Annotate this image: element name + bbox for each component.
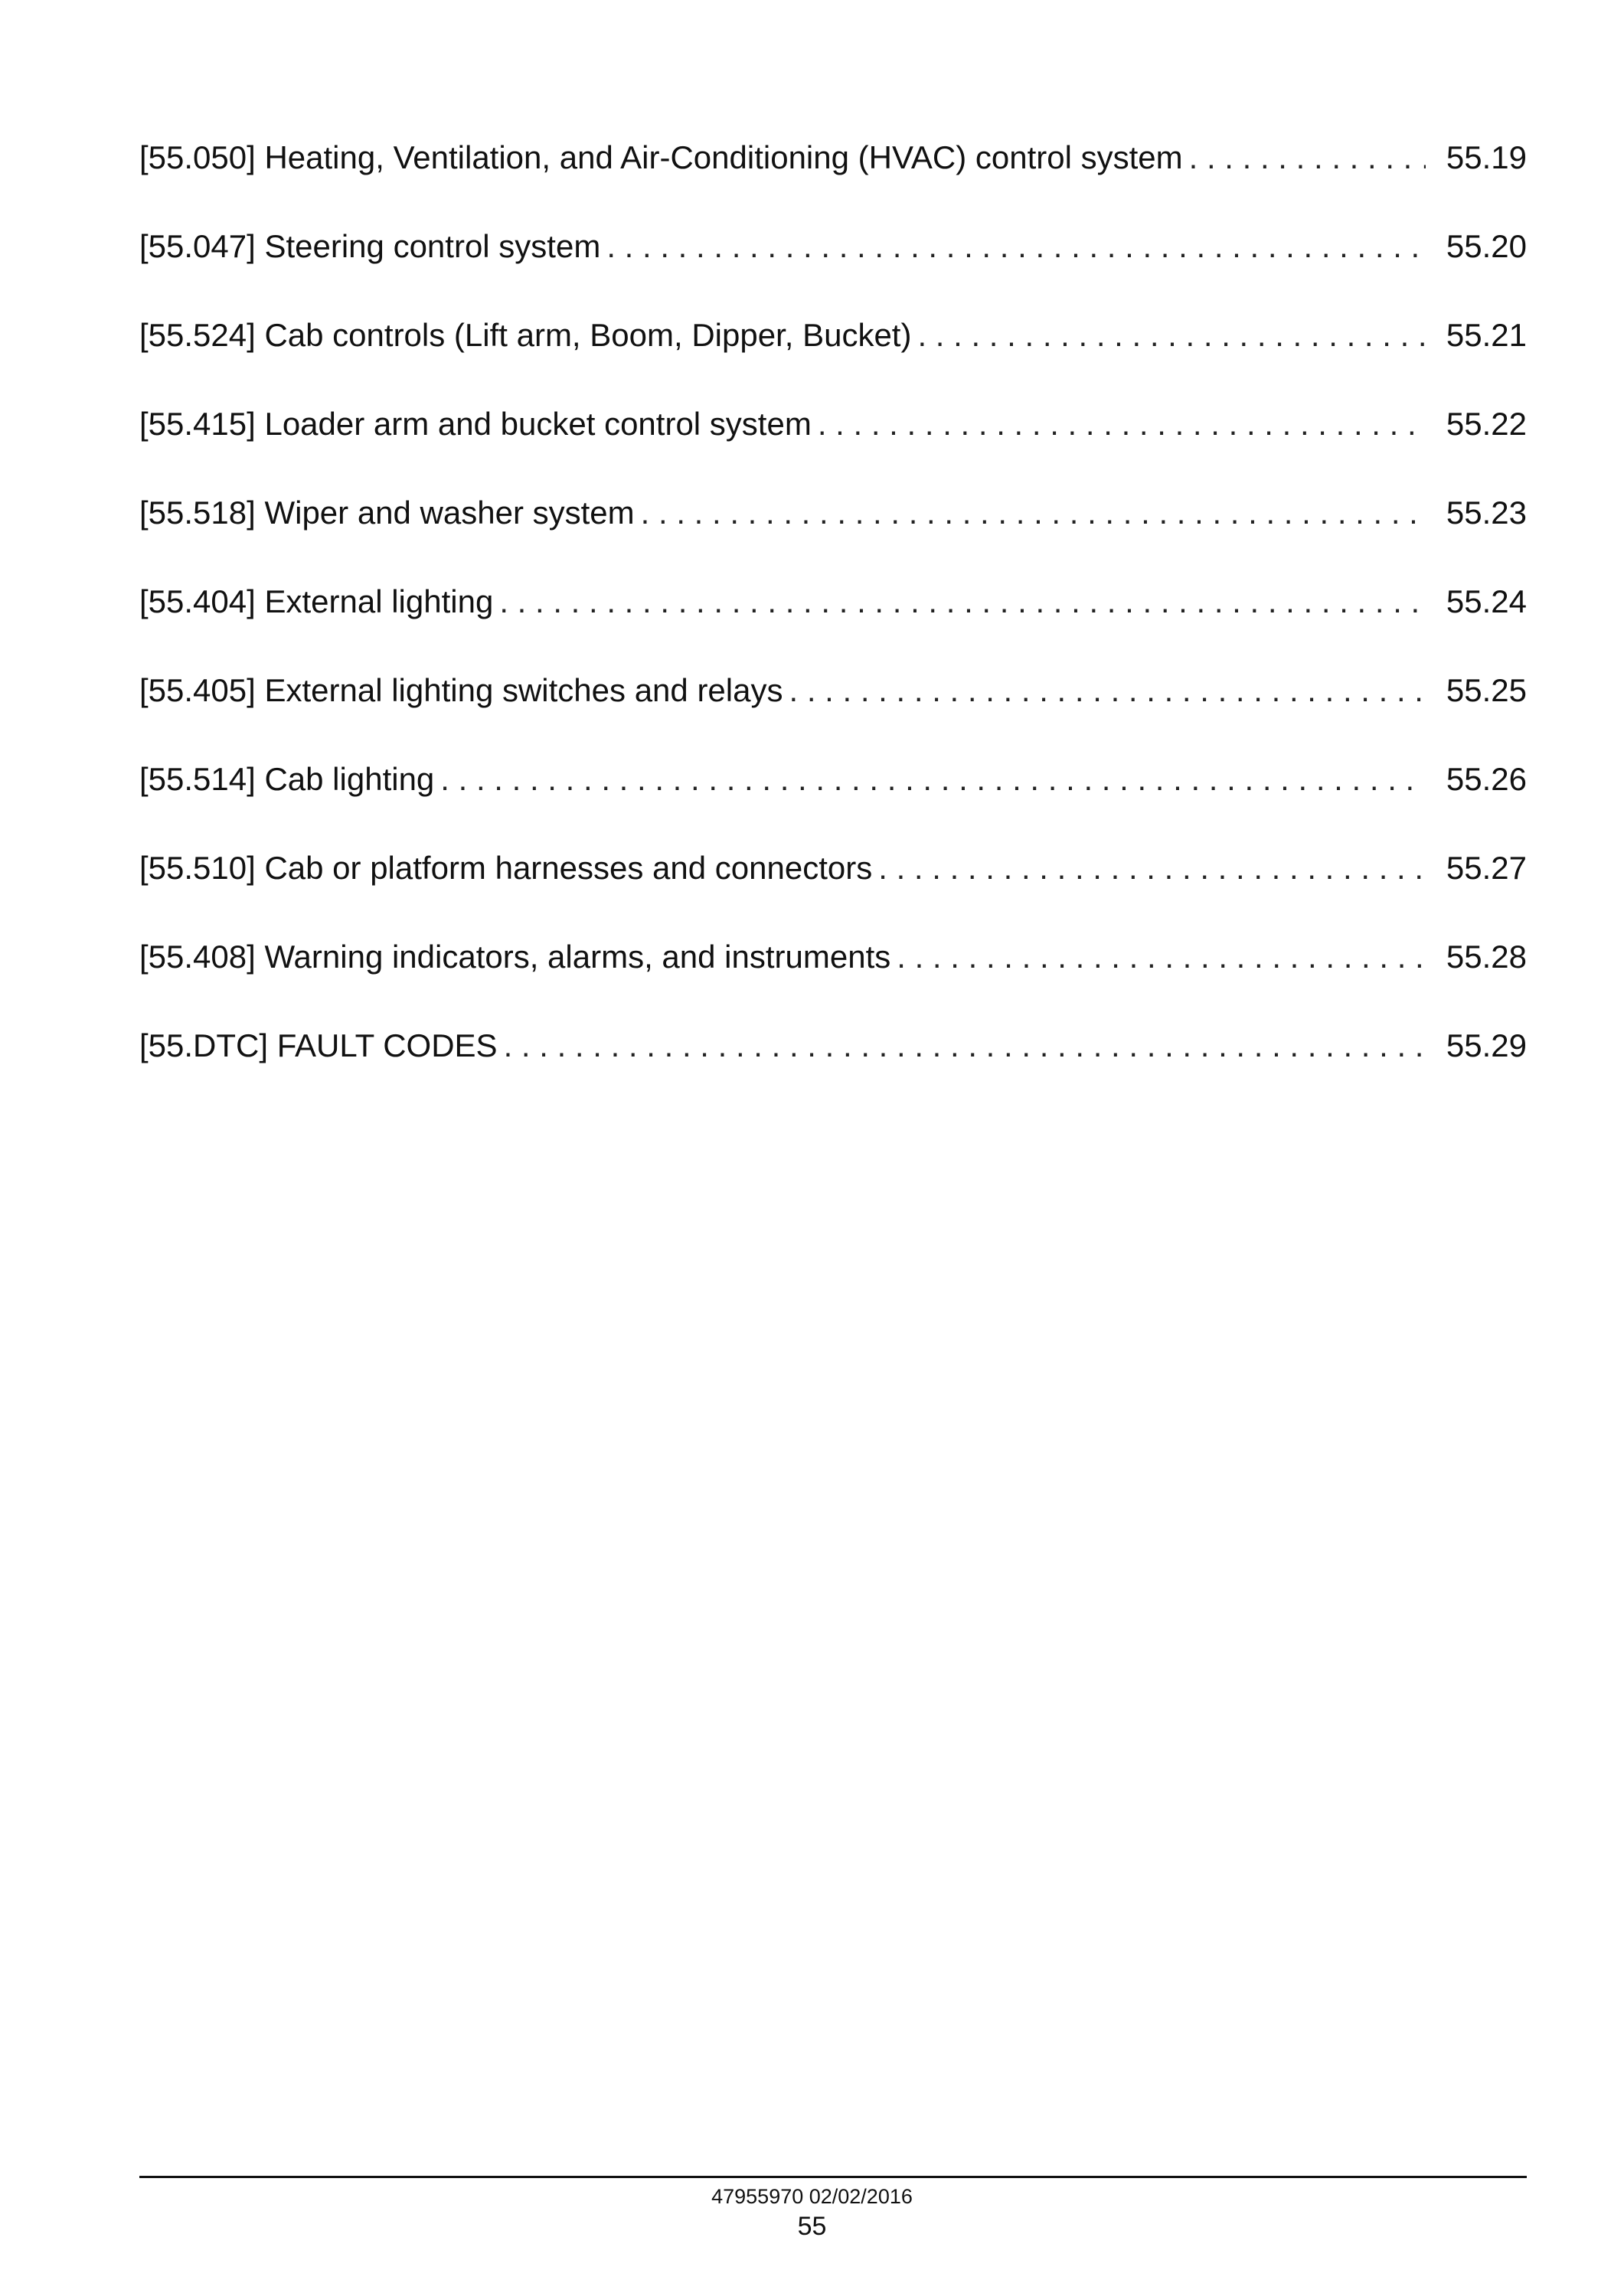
toc-entry-page[interactable]: 55.20 bbox=[1446, 228, 1527, 264]
toc-entry-page[interactable]: 55.26 bbox=[1446, 761, 1527, 797]
dot-leader bbox=[1189, 135, 1426, 181]
dot-leader bbox=[499, 579, 1426, 625]
dot-leader bbox=[606, 224, 1426, 269]
toc-entry-title[interactable]: [55.405] External lighting switches and relays bbox=[139, 672, 783, 708]
footer-page-number: 55 bbox=[797, 2212, 827, 2241]
toc-entry-page[interactable]: 55.23 bbox=[1446, 495, 1527, 531]
dot-leader bbox=[818, 401, 1426, 447]
toc-entry-title[interactable]: [55.415] Loader arm and bucket control system bbox=[139, 406, 812, 442]
toc-entry-page[interactable]: 55.25 bbox=[1446, 672, 1527, 708]
toc-entry-55-408[interactable] bbox=[139, 934, 1527, 1023]
toc-entry-55-404[interactable] bbox=[139, 579, 1527, 668]
toc-entry-55-047[interactable] bbox=[139, 224, 1527, 312]
toc-entry-title[interactable]: [55.047] Steering control system bbox=[139, 228, 601, 264]
toc-entry-title[interactable]: [55.514] Cab lighting bbox=[139, 761, 435, 797]
toc-entry-title[interactable]: [55.408] Warning indicators, alarms, and instruments bbox=[139, 939, 891, 975]
dot-leader bbox=[897, 934, 1426, 980]
toc-entry-title[interactable]: [55.518] Wiper and washer system bbox=[139, 495, 635, 531]
toc-entry-title[interactable]: [55.524] Cab controls (Lift arm, Boom, Dipper, Bucket) bbox=[139, 317, 912, 353]
toc-entry-55-415[interactable] bbox=[139, 401, 1527, 490]
toc-entry-page[interactable]: 55.27 bbox=[1446, 850, 1527, 886]
toc-entry-title[interactable]: [55.DTC] FAULT CODES bbox=[139, 1027, 498, 1063]
footer-document-id: 47955970 02/02/2016 bbox=[711, 2185, 913, 2208]
toc-entry-page[interactable]: 55.29 bbox=[1446, 1027, 1527, 1063]
toc-entry-page[interactable]: 55.19 bbox=[1446, 139, 1527, 175]
toc-entry-page[interactable]: 55.28 bbox=[1446, 939, 1527, 975]
toc-entry-55-510[interactable] bbox=[139, 845, 1527, 934]
toc-entry-title[interactable]: [55.510] Cab or platform harnesses and connectors bbox=[139, 850, 873, 886]
dot-leader bbox=[504, 1023, 1426, 1069]
dot-leader bbox=[641, 490, 1426, 536]
toc-entry-page[interactable]: 55.24 bbox=[1446, 583, 1527, 619]
toc-entry-55-514[interactable] bbox=[139, 756, 1527, 845]
toc-entry-page[interactable]: 55.22 bbox=[1446, 406, 1527, 442]
dot-leader bbox=[878, 845, 1426, 891]
toc-entry-page[interactable]: 55.21 bbox=[1446, 317, 1527, 353]
table-of-contents bbox=[139, 135, 1527, 1112]
footer-divider bbox=[139, 2176, 1527, 2178]
dot-leader bbox=[789, 668, 1426, 714]
toc-entry-55-405[interactable] bbox=[139, 668, 1527, 756]
toc-entry-title[interactable]: [55.050] Heating, Ventilation, and Air-Conditioning (HVAC) control system bbox=[139, 139, 1183, 175]
dot-leader bbox=[917, 312, 1426, 358]
dot-leader bbox=[440, 756, 1426, 802]
toc-entry-55-dtc[interactable] bbox=[139, 1023, 1527, 1112]
toc-entry-55-050[interactable] bbox=[139, 135, 1527, 224]
toc-entry-title[interactable]: [55.404] External lighting bbox=[139, 583, 494, 619]
toc-entry-55-524[interactable] bbox=[139, 312, 1527, 401]
toc-entry-55-518[interactable] bbox=[139, 490, 1527, 579]
